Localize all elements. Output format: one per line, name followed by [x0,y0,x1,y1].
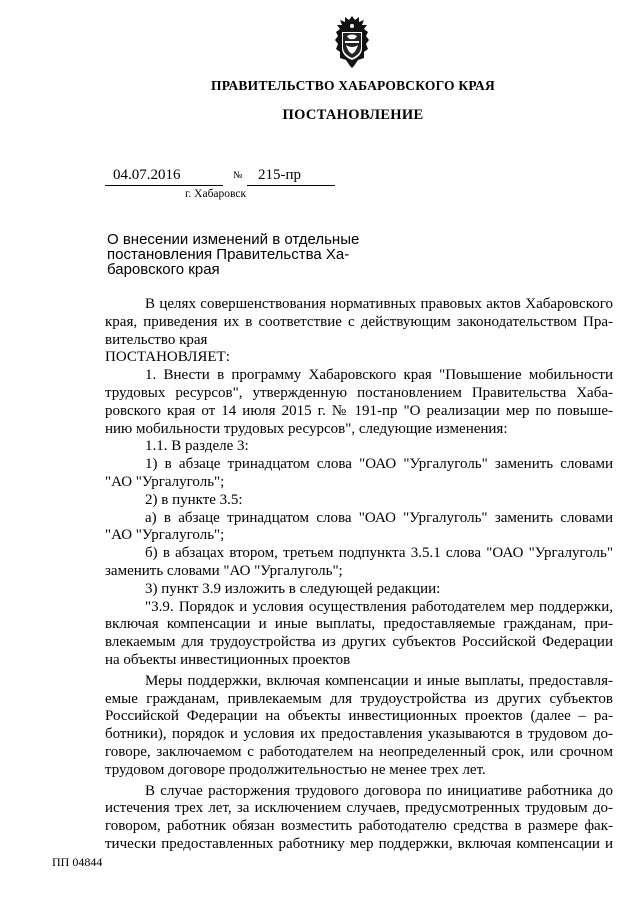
body-line: В целях совершенствования нормативных правовых актов Хабаровского [145,296,613,312]
body-line: а) в абзаце тринадцатом слова "ОАО "Ургалуголь" заменить словами [145,509,613,526]
date-underline [105,185,223,186]
body-line: 3) пункт 3.9 изложить в следующей редакции: [145,580,441,597]
body-line: "АО "Ургалуголь"; [105,473,225,490]
number-sign: № [233,170,243,181]
document-code: ПП 04844 [52,855,103,869]
body-line: нию мобильности трудовых ресурсов", следующие изменения: [105,420,508,437]
body-line: включая компенсации и иные выплаты, предоставляемые гражданам, при- [105,616,613,633]
body-line: 2) в пункте 3.5: [145,491,243,508]
body-line: 1. Внести в программу Хабаровского края "Повышение мобильности [145,367,613,384]
document-city: г. Хабаровск [185,188,247,200]
body-line: на объекты инвестиционных проектов [105,651,351,668]
body-line: ботники), порядок и условия их предоставления указываются в трудовом до- [105,726,613,743]
document-subject [107,231,360,278]
body-line: трудовых ресурсов", утвержденную постановлением Правительства Хаба- [105,384,613,401]
body-line: ПОСТАНОВЛЯЕТ: [105,349,230,366]
document-type: ПОСТАНОВЛЕНИЕ [282,107,424,123]
document-date: 04.07.2016 [113,167,181,183]
number-underline [247,185,335,186]
subject-line: постановления Правительства Ха- [107,246,350,263]
body-line: 1) в абзаце тринадцатом слова "ОАО "Ургалуголь" заменить словами [145,456,613,473]
subject-line: О внесении изменений в отдельные [107,231,360,248]
body-line: б) в абзацах втором, третьем подпункта 3.5.1 слова "ОАО "Ургалуголь" [145,545,613,562]
body-line: вительство края [105,331,208,348]
body-line: В случае расторжения трудового договора по инициативе работника до [145,782,613,799]
body-line: края, приведения их в соответствие с действующим законодательством Пра- [105,313,613,330]
body-line: говоре, заключаемом с работодателем на неопределенный срок, или срочном [105,743,613,760]
body-line: истечения трех лет, за исключением случаев, предусмотренных трудовым до- [105,800,613,817]
body-line: ровского края от 14 июля 2015 г. № 191-пр "О реализации мер по повыше- [105,402,613,419]
document-body [105,296,613,854]
body-line: "АО "Ургалуголь"; [105,527,225,544]
subject-line: баровского края [107,261,220,278]
body-line: говором, работник обязан возместить работодателю средства в размере фак- [105,818,613,835]
body-line: заменить словами "АО "Ургалуголь"; [105,562,343,579]
body-line: емые гражданам, привлекаемым для трудоустройства из других субъектов [105,690,613,707]
body-line: влекаемым для трудоустройства из других субъектов Российской Федерации [105,634,613,651]
date-number-row [105,167,345,187]
body-line: Российской Федерации на объекты инвестиционных проектов (далее – ра- [105,708,613,725]
document-number: 215-пр [258,167,302,183]
body-line: Меры поддержки, включая компенсации и иные выплаты, предоставля- [145,672,613,689]
body-line: трудовом договоре продолжительностью не менее трех лет. [105,761,486,778]
government-title: ПРАВИТЕЛЬСТВО ХАБАРОВСКОГО КРАЯ [211,78,495,93]
body-line: "3.9. Порядок и условия осуществления работодателем мер поддержки, [145,598,613,615]
khabarovsk-coat-of-arms-icon [328,14,376,70]
body-line: тически предоставленных работнику мер поддержки, включая компенсации и [105,835,613,852]
body-line: 1.1. В разделе 3: [145,438,249,455]
